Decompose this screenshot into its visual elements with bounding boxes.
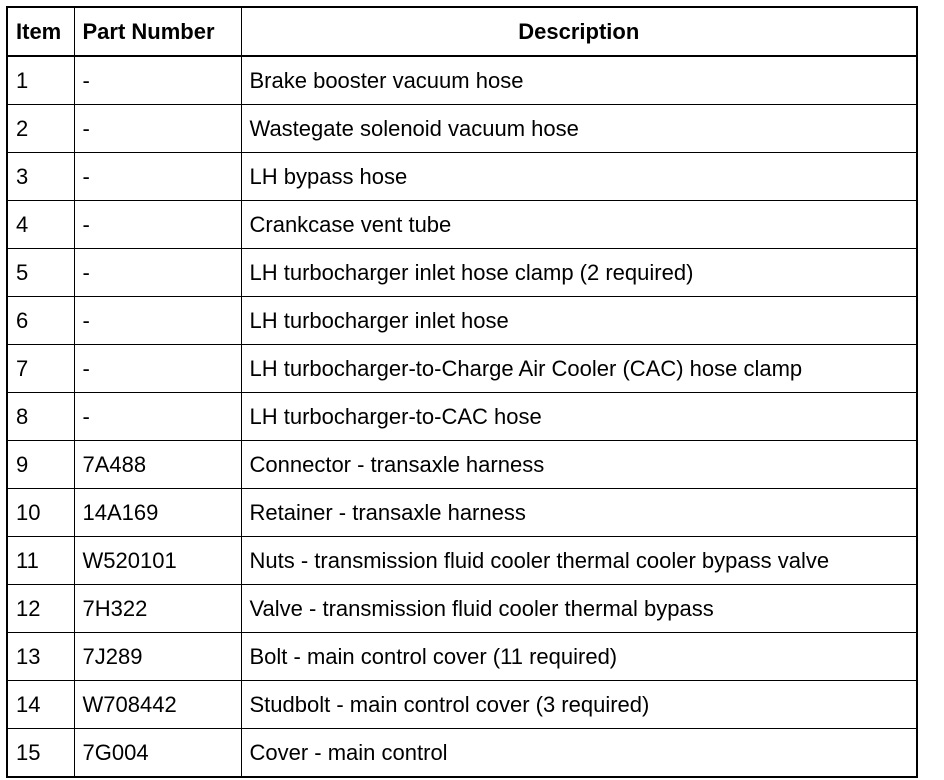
header-part-number: Part Number xyxy=(74,7,241,56)
item-cell: 1 xyxy=(7,56,74,105)
item-cell: 2 xyxy=(7,105,74,153)
header-description: Description xyxy=(241,7,917,56)
description-cell: LH turbocharger inlet hose xyxy=(241,297,917,345)
table-row xyxy=(7,585,917,633)
description-cell: LH turbocharger-to-CAC hose xyxy=(241,393,917,441)
table-row xyxy=(7,153,917,201)
part-number-cell: - xyxy=(74,56,241,105)
header-item: Item xyxy=(7,7,74,56)
description-cell: Crankcase vent tube xyxy=(241,201,917,249)
parts-table xyxy=(6,6,918,778)
item-cell: 14 xyxy=(7,681,74,729)
description-cell: Cover - main control xyxy=(241,729,917,778)
item-cell: 9 xyxy=(7,441,74,489)
table-row xyxy=(7,729,917,778)
item-cell: 6 xyxy=(7,297,74,345)
item-cell: 5 xyxy=(7,249,74,297)
table-row xyxy=(7,201,917,249)
part-number-cell: - xyxy=(74,345,241,393)
table-row xyxy=(7,537,917,585)
part-number-cell: W708442 xyxy=(74,681,241,729)
item-cell: 15 xyxy=(7,729,74,778)
part-number-cell: 7A488 xyxy=(74,441,241,489)
part-number-cell: - xyxy=(74,201,241,249)
table-row xyxy=(7,681,917,729)
item-cell: 11 xyxy=(7,537,74,585)
item-cell: 12 xyxy=(7,585,74,633)
item-cell: 3 xyxy=(7,153,74,201)
description-cell: Brake booster vacuum hose xyxy=(241,56,917,105)
table-header xyxy=(7,7,917,56)
table-row xyxy=(7,489,917,537)
description-cell: LH bypass hose xyxy=(241,153,917,201)
table-body xyxy=(7,56,917,777)
part-number-cell: W520101 xyxy=(74,537,241,585)
part-number-cell: 14A169 xyxy=(74,489,241,537)
part-number-cell: 7G004 xyxy=(74,729,241,778)
part-number-cell: 7H322 xyxy=(74,585,241,633)
part-number-cell: - xyxy=(74,105,241,153)
header-row xyxy=(7,7,917,56)
table-row xyxy=(7,105,917,153)
item-cell: 8 xyxy=(7,393,74,441)
item-cell: 13 xyxy=(7,633,74,681)
table-row xyxy=(7,56,917,105)
part-number-cell: 7J289 xyxy=(74,633,241,681)
table-row xyxy=(7,297,917,345)
table-row xyxy=(7,393,917,441)
part-number-cell: - xyxy=(74,153,241,201)
description-cell: Studbolt - main control cover (3 required) xyxy=(241,681,917,729)
description-cell: Retainer - transaxle harness xyxy=(241,489,917,537)
description-cell: LH turbocharger-to-Charge Air Cooler (CAC) hose clamp xyxy=(241,345,917,393)
part-number-cell: - xyxy=(74,393,241,441)
description-cell: Valve - transmission fluid cooler thermal bypass xyxy=(241,585,917,633)
table-row xyxy=(7,345,917,393)
description-cell: Bolt - main control cover (11 required) xyxy=(241,633,917,681)
part-number-cell: - xyxy=(74,249,241,297)
table-row xyxy=(7,249,917,297)
table-row xyxy=(7,633,917,681)
item-cell: 7 xyxy=(7,345,74,393)
table-row xyxy=(7,441,917,489)
part-number-cell: - xyxy=(74,297,241,345)
description-cell: Wastegate solenoid vacuum hose xyxy=(241,105,917,153)
description-cell: LH turbocharger inlet hose clamp (2 required) xyxy=(241,249,917,297)
item-cell: 4 xyxy=(7,201,74,249)
item-cell: 10 xyxy=(7,489,74,537)
description-cell: Connector - transaxle harness xyxy=(241,441,917,489)
description-cell: Nuts - transmission fluid cooler thermal cooler bypass valve xyxy=(241,537,917,585)
